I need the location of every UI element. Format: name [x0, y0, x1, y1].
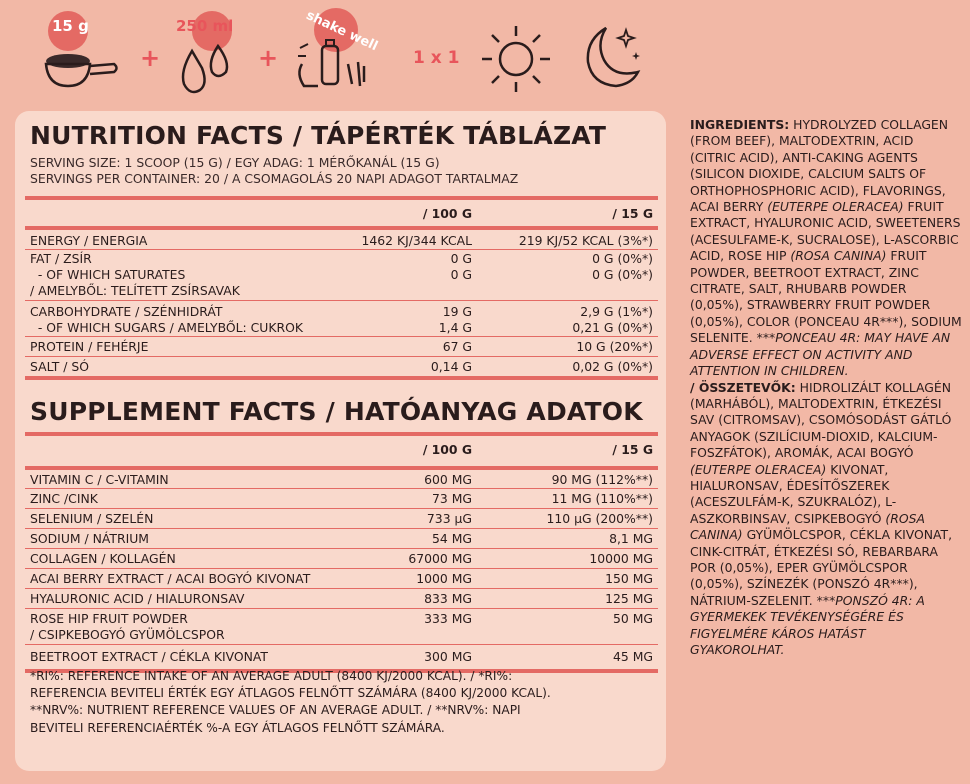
table-divider: [25, 376, 658, 380]
row-per-15g: 110 µG (200%**): [546, 511, 653, 526]
header-per-15g: / 15 G: [612, 442, 653, 457]
row-label: CARBOHYDRATE / SZÉNHIDRÁT: [30, 304, 223, 319]
table-row: [25, 230, 658, 249]
row-per-15g: 125 MG: [605, 591, 653, 606]
row-per-100g: 833 MG: [424, 591, 472, 606]
table-row: [25, 357, 658, 376]
row-label: ENERGY / ENERGIA: [30, 233, 148, 248]
row-label: / CSIPKEBOGYÓ GYÜMÖLCSPOR: [30, 627, 225, 642]
footnotes: [30, 668, 660, 737]
row-per-100g: 19 G: [442, 304, 472, 319]
row-label: - OF WHICH SATURATES: [30, 267, 186, 282]
table-row: [25, 569, 658, 588]
row-per-15g: 0,02 G (0%*): [572, 359, 653, 374]
row-per-15g: 50 MG: [613, 611, 653, 626]
footnote-line: **NRV%: NUTRIENT REFERENCE VALUES OF AN AVERAGE ADULT. / **NRV%: NAPI: [30, 703, 521, 718]
table-row: [25, 318, 658, 336]
row-per-15g: 45 MG: [613, 649, 653, 664]
table-row: [25, 609, 658, 626]
nutrition-table: [25, 196, 658, 380]
row-per-15g: 10 G (20%*): [576, 339, 653, 354]
ingredients-label: INGREDIENTS:: [690, 117, 790, 132]
row-per-100g: 54 MG: [432, 531, 472, 546]
row-per-100g: 67 G: [442, 339, 472, 354]
serving-size: SERVING SIZE: 1 SCOOP (15 G) / EGY ADAG: 1 MÉRŐKANÁL (15 G): [30, 155, 440, 170]
moon-stars-icon: [580, 22, 646, 92]
row-per-100g: 1,4 G: [438, 320, 472, 335]
row-per-100g: 0 G: [450, 267, 472, 282]
ingredients-en-1: HYDROLYZED COLLAGEN (FROM BEEF), MALTODEXTRIN, ACID (CITRIC ACID), ANTI-CAKING AGENTS (SILICON DIOXIDE, CALCIUM SALTS OF ORTHOPHOSPHORIC ACID), FLAVORINGS, ACAI BERRY: [690, 117, 949, 215]
table-row: [25, 301, 658, 318]
table-row: [25, 489, 658, 508]
row-per-100g: 0 G: [450, 251, 472, 266]
table-header-row: [25, 436, 658, 458]
ingredients-hu-latin-1: (EUTERPE OLERACEA): [690, 461, 827, 477]
ingredients-text: [690, 117, 962, 658]
row-per-100g: 0,14 G: [430, 359, 472, 374]
ingredients-en-warning: ***PONCEAU 4R: MAY HAVE AN ADVERSE EFFECT ON ACTIVITY AND ATTENTION IN CHILDREN.: [690, 330, 951, 379]
row-label: ZINC /CINK: [30, 491, 98, 506]
table-row: [25, 337, 658, 356]
ingredients-en-2: FRUIT EXTRACT, HYALURONIC ACID, SWEETENERS (ACESULFAME-K, SUCRALOSE), L-ASCORBIC ACID, ROSE HIP: [690, 199, 961, 264]
row-per-100g: 73 MG: [432, 491, 472, 506]
row-per-100g: 67000 MG: [408, 551, 472, 566]
row-per-15g: 219 KJ/52 KCAL (3%*): [518, 233, 653, 248]
plus-sign: +: [258, 44, 279, 72]
plus-sign: +: [140, 44, 161, 72]
row-per-100g: 1462 KJ/344 KCAL: [361, 233, 472, 248]
header-per-15g: / 15 G: [612, 206, 653, 221]
row-label: SELENIUM / SZELÉN: [30, 511, 154, 526]
row-label: VITAMIN C / C-VITAMIN: [30, 472, 169, 487]
supplement-table: [25, 432, 658, 673]
table-row: [25, 250, 658, 266]
footnote-line: REFERENCIA BEVITELI ÉRTÉK EGY ÁTLAGOS FELNŐTT SZÁMÁRA (8400 KJ/2000 KCAL).: [30, 686, 551, 701]
row-label: ROSE HIP FRUIT POWDER: [30, 611, 188, 626]
usage-instructions: [0, 0, 680, 110]
row-label: HYALURONIC ACID / HIALURONSAV: [30, 591, 245, 606]
row-per-15g: 0,21 G (0%*): [572, 320, 653, 335]
row-label: COLLAGEN / KOLLAGÉN: [30, 551, 176, 566]
row-per-15g: 0 G (0%*): [592, 251, 653, 266]
table-row: [25, 626, 658, 644]
ingredients-en-latin-2: (ROSA CANINA): [790, 248, 887, 264]
table-row: [25, 509, 658, 528]
row-label: SALT / SÓ: [30, 359, 90, 374]
row-per-15g: 150 MG: [605, 571, 653, 586]
row-label: ACAI BERRY EXTRACT / ACAI BOGYÓ KIVONAT: [30, 571, 311, 586]
table-row: [25, 266, 658, 282]
servings-per-container: SERVINGS PER CONTAINER: 20 / A CSOMAGOLÁS 20 NAPI ADAGOT TARTALMAZ: [30, 171, 519, 186]
row-per-15g: 90 MG (112%**): [551, 472, 653, 487]
ingredients-hu-3: GYÜMÖLCSPOR, CÉKLA KIVONAT, CINK-CITRÁT, ÉTKEZÉSI SÓ, REBARBARA POR (0,05%), EPER GYÜMÖLCSPOR (0,05%), SZÍNEZÉK (PONSZÓ 4R***), NÁTRIUM-SZELENIT.: [690, 527, 953, 608]
sun-icon: [478, 22, 554, 96]
row-per-100g: 333 MG: [424, 611, 472, 626]
header-per-100g: / 100 G: [422, 442, 472, 457]
header-per-100g: / 100 G: [422, 206, 472, 221]
ingredients-hu-1: HIDROLIZÁLT KOLLAGÉN (MARHÁBÓL), MALTODEXTRIN, ÉTKEZÉSI SAV (CITROMSAV), CSOMÓSODÁST GÁTLÓ ANYAGOK (SZILÍCIUM-DIOXID, KALCIUM-FOSZFÁTOK), AROMÁK, ACAI BOGYÓ: [690, 379, 952, 461]
water-amount-label: 250 ml: [176, 17, 234, 35]
shake-well-label: shake well: [303, 8, 380, 55]
row-per-100g: 733 µG: [426, 511, 472, 526]
footnote-line: BEVITELI REFERENCIAÉRTÉK %-A EGY ÁTLAGOS FELNŐTT SZÁMÁRA.: [30, 720, 445, 735]
ingredients-hu-warning: ***PONSZÓ 4R: A GYERMEKEK TEVÉKENYSÉGÉRE ÉS FIGYELMÉRE KÁROS HATÁST GYAKOROLHAT.: [690, 592, 925, 657]
ingredients-en-latin-1: (EUTERPE OLERACEA): [767, 199, 904, 215]
ingredients-hu-2: KIVONAT, HIALURONSAV, ÉDESÍTŐSZEREK (ACESZULFÁM-K, SZUKRALÓZ), L-ASZKORBINSAV, CSIPKEBOGYÓ: [690, 461, 897, 526]
row-per-100g: 1000 MG: [416, 571, 472, 586]
nutrition-title: NUTRITION FACTS / TÁPÉRTÉK TÁBLÁZAT: [30, 121, 607, 150]
ingredients-hu-latin-2: (ROSA CANINA): [690, 510, 925, 543]
row-per-15g: 2,9 G (1%*): [580, 304, 653, 319]
row-per-100g: 300 MG: [424, 649, 472, 664]
row-per-100g: 600 MG: [424, 472, 472, 487]
row-label: FAT / ZSÍR: [30, 251, 92, 266]
frequency-label: 1 x 1: [413, 48, 460, 68]
row-label: / AMELYBŐL: TELÍTETT ZSÍRSAVAK: [30, 283, 240, 298]
row-label: PROTEIN / FEHÉRJE: [30, 339, 149, 354]
table-row: [25, 529, 658, 548]
row-per-15g: 11 MG (110%**): [551, 491, 653, 506]
row-per-15g: 0 G (0%*): [592, 267, 653, 282]
row-label: SODIUM / NÁTRIUM: [30, 531, 149, 546]
table-row: [25, 470, 658, 488]
row-label: BEETROOT EXTRACT / CÉKLA KIVONAT: [30, 649, 269, 664]
table-row: [25, 645, 658, 666]
supplement-title: SUPPLEMENT FACTS / HATÓANYAG ADATOK: [30, 397, 643, 426]
row-per-15g: 8,1 MG: [609, 531, 653, 546]
footnote-line: *RI%: REFERENCE INTAKE OF AN AVERAGE ADULT (8400 KJ/2000 KCAL). / *RI%:: [30, 669, 513, 683]
ingredients-hu-label: / ÖSSZETEVŐK:: [690, 379, 796, 395]
table-row: [25, 589, 658, 608]
table-row: [25, 282, 658, 300]
row-label: - OF WHICH SUGARS / AMELYBŐL: CUKROK: [30, 320, 303, 335]
ingredients-en-3: FRUIT POWDER, BEETROOT EXTRACT, ZINC CITRATE, SALT, RHUBARB POWDER (0,05%), STRAWBERRY FRUIT POWDER (0,05%), COLOR (PONCEAU 4R***), SODIUM SELENITE.: [690, 248, 962, 346]
row-per-15g: 10000 MG: [589, 551, 653, 566]
table-header-row: [25, 200, 658, 222]
table-row: [25, 549, 658, 568]
scoop-amount-label: 15 g: [52, 17, 89, 35]
